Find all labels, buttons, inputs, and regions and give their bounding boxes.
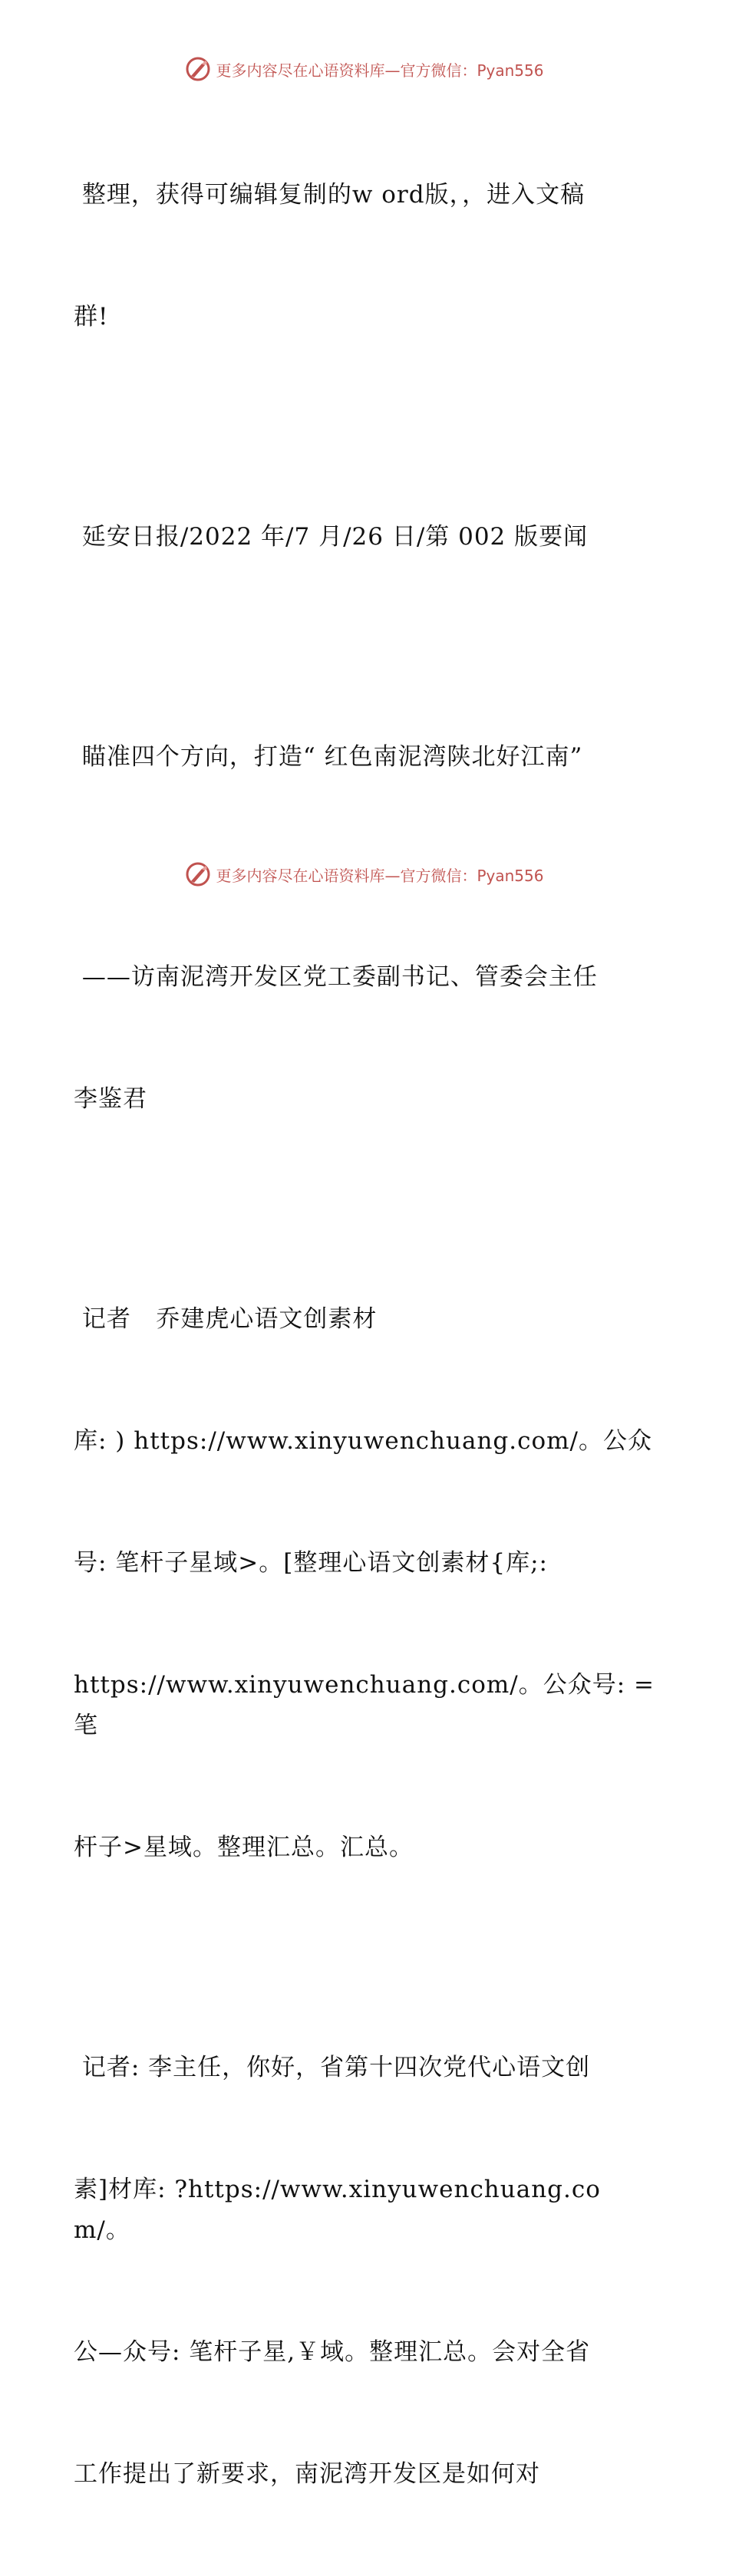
pen-circle-logo-icon <box>185 861 211 887</box>
text-line: 延安日报/2022 年/7 月/26 日/第 002 版要闻 <box>74 523 589 551</box>
text-line: 杆子>星域。整理汇总。汇总。 <box>74 1834 414 1861</box>
text-line: 李鉴君 <box>74 1085 147 1113</box>
header-watermark <box>0 54 729 84</box>
text-line: 库: ) https://www.xinyuwenchuang.com/。公众 <box>74 1427 652 1455</box>
article-subtitle <box>74 876 657 1201</box>
text-line: 公—众号: 笔杆子星,￥域。整理汇总。会对全省 <box>74 2338 591 2366</box>
text-line: 号: 笔杆子星域>。[整理心语文创素材{库;: <box>74 1549 548 1577</box>
paragraph-source-info <box>74 436 657 639</box>
paragraph-intro <box>74 94 657 419</box>
watermark-text: 更多内容尽在心语资料库—官方微信：Pyan556 <box>216 866 544 885</box>
text-line: 素]材库: ?https://www.xinyuwenchuang.com/。 <box>74 2176 601 2244</box>
text-line: 工作提出了新要求，南泥湾开发区是如何对 <box>74 2460 540 2488</box>
text-line: 记者: 李主任，你好，省第十四次党代心语文创 <box>74 2054 591 2081</box>
article-title <box>74 656 657 859</box>
text-line: https://www.xinyuwenchuang.com/。公众号: =笔 <box>74 1671 655 1739</box>
text-line: 瞄准四个方向，打造“ 红色南泥湾陕北好江南” <box>74 743 583 771</box>
watermark-text: 更多内容尽在心语资料库—官方微信：Pyan556 <box>216 61 544 80</box>
text-line: 群! <box>74 303 109 331</box>
pen-circle-logo-icon <box>185 56 211 82</box>
text-line: ——访南泥湾开发区党工委副书记、管委会主任 <box>74 963 598 991</box>
paragraph-reporter <box>74 1218 657 1949</box>
footer-watermark <box>0 859 729 890</box>
text-line: 记者 乔建虎心语文创素材 <box>74 1305 378 1333</box>
document-body <box>74 94 657 2576</box>
text-line: 整理，获得可编辑复制的w ord版，，进入文稿 <box>74 181 586 209</box>
paragraph-interview-question <box>74 1966 657 2576</box>
